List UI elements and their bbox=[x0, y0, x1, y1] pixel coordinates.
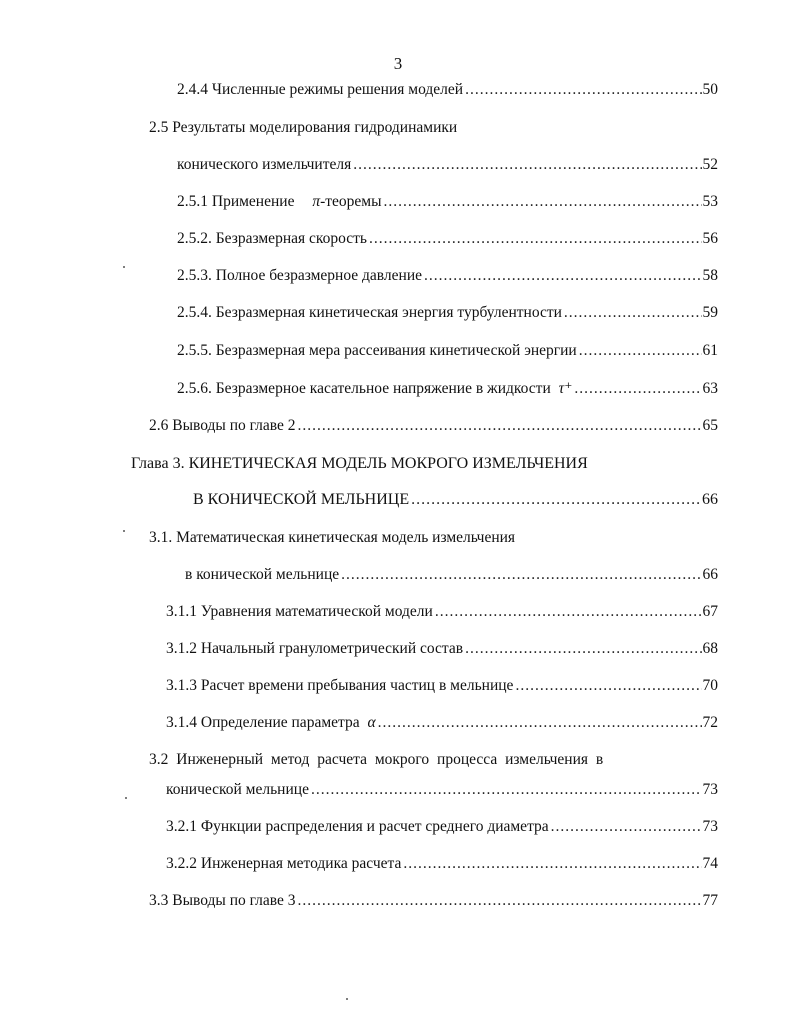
toc-entry-title: 2.4.4 Численные режимы решения моделей bbox=[177, 81, 464, 98]
chapter-heading bbox=[131, 454, 588, 474]
toc-entry-title: 3.1.1 Уравнения математической модели bbox=[166, 603, 433, 620]
dot-leader bbox=[465, 80, 701, 100]
dot-leader bbox=[311, 780, 702, 800]
toc-entry bbox=[177, 229, 718, 249]
toc-entry bbox=[166, 780, 718, 800]
dot-leader bbox=[465, 639, 701, 659]
toc-page-number: 70 bbox=[702, 677, 718, 694]
dot-leader bbox=[515, 676, 701, 696]
toc-entry-title: 3.2.1 Функции распределения и расчет среднего диаметра bbox=[166, 818, 549, 835]
toc-entry bbox=[149, 750, 603, 770]
toc-entry bbox=[166, 854, 718, 874]
toc-entry-title: 2.5.5. Безразмерная мера рассеивания кинетической энергии bbox=[177, 342, 577, 359]
toc-entry bbox=[166, 713, 718, 733]
dot-leader bbox=[378, 713, 702, 733]
scan-speck bbox=[123, 530, 125, 532]
toc-entry-title: В КОНИЧЕСКОЙ МЕЛЬНИЦЕ bbox=[193, 491, 410, 508]
toc-entry bbox=[177, 379, 718, 399]
toc-page-number: 50 bbox=[702, 81, 718, 98]
toc-entry bbox=[166, 639, 718, 659]
toc-page-number: 67 bbox=[702, 603, 718, 620]
toc-entry-title-text: 2.5.6. Безразмерное касательное напряжение в жидкости bbox=[177, 380, 551, 397]
toc-entry bbox=[177, 192, 718, 212]
dot-leader bbox=[424, 266, 701, 286]
scan-speck bbox=[123, 266, 125, 268]
toc-page-number: 58 bbox=[702, 267, 718, 284]
toc-entry-title bbox=[166, 713, 376, 733]
scan-speck bbox=[125, 797, 127, 799]
toc-page-number: 63 bbox=[702, 380, 718, 397]
toc-entry-title: 2.5.3. Полное безразмерное давление bbox=[177, 267, 423, 284]
toc-entry bbox=[177, 303, 718, 323]
toc-page-number: 65 bbox=[702, 417, 718, 434]
dot-leader bbox=[403, 854, 701, 874]
scan-speck bbox=[346, 998, 348, 1000]
toc-entry-title: конического измельчителя bbox=[177, 156, 352, 173]
toc-page-number: 74 bbox=[702, 855, 718, 872]
toc-entry bbox=[166, 602, 718, 622]
toc-page-number: 73 bbox=[702, 781, 718, 798]
page-number: 3 bbox=[393, 54, 403, 73]
toc-entry-title: 3.1. Математическая кинетическая модель измельчения bbox=[149, 529, 516, 546]
dot-leader bbox=[411, 490, 701, 510]
toc-page-number: 72 bbox=[702, 714, 718, 731]
toc-entry-title: в конической мельнице bbox=[185, 566, 340, 583]
toc-entry bbox=[166, 817, 718, 837]
toc-entry-title: 3.3 Выводы по главе 3 bbox=[149, 892, 296, 909]
dot-leader bbox=[298, 416, 702, 436]
dot-leader bbox=[564, 303, 702, 323]
toc-page-number: 53 bbox=[702, 193, 718, 210]
toc-entry-title: 3.1.2 Начальный гранулометрический состав bbox=[166, 640, 464, 657]
toc-page-number: 61 bbox=[702, 342, 718, 359]
toc-page-number: 59 bbox=[702, 304, 718, 321]
toc-page-number: 68 bbox=[702, 640, 718, 657]
toc-page-number: 73 bbox=[702, 818, 718, 835]
toc-entry bbox=[177, 80, 718, 100]
toc-entry-title: 3.2.2 Инженерная методика расчета bbox=[166, 855, 402, 872]
toc-entry-title-text: 3.1.4 Определение параметра bbox=[166, 714, 360, 731]
toc-entry bbox=[185, 565, 718, 585]
toc-page-number: 66 bbox=[702, 491, 718, 508]
toc-entry bbox=[149, 528, 515, 548]
toc-entry bbox=[149, 891, 718, 911]
toc-entry-title: 2.5.2. Безразмерная скорость bbox=[177, 230, 367, 247]
toc-page-number: 66 bbox=[702, 566, 718, 583]
toc-entry bbox=[166, 676, 718, 696]
tau-plus-symbol: τ⁺ bbox=[558, 380, 573, 397]
toc-entry bbox=[177, 266, 718, 286]
toc-entry-title: Глава 3. КИНЕТИЧЕСКАЯ МОДЕЛЬ МОКРОГО ИЗМЕЛЬЧЕНИЯ bbox=[131, 455, 588, 472]
toc-entry-title: 2.6 Выводы по главе 2 bbox=[149, 417, 296, 434]
toc-page-number: 52 bbox=[702, 156, 718, 173]
dot-leader bbox=[384, 192, 702, 212]
dot-leader bbox=[574, 379, 701, 399]
toc-entry-title bbox=[177, 379, 572, 399]
toc-entry bbox=[149, 416, 718, 436]
dot-leader bbox=[369, 229, 702, 249]
toc-entry bbox=[149, 118, 457, 138]
toc-entry-title: 2.5.4. Безразмерная кинетическая энергия турбулентности bbox=[177, 304, 562, 321]
dot-leader bbox=[298, 891, 702, 911]
alpha-symbol: α bbox=[367, 714, 376, 731]
toc-entry-title: 3.1.3 Расчет времени пребывания частиц в мельнице bbox=[166, 677, 514, 694]
dot-leader bbox=[341, 565, 701, 585]
toc-entry bbox=[193, 490, 718, 510]
toc-entry-title: 3.2 Инженерный метод расчета мокрого процесса измельчения в bbox=[149, 751, 604, 768]
toc-entry bbox=[177, 341, 718, 361]
dot-leader bbox=[435, 602, 702, 622]
dot-leader bbox=[579, 341, 702, 361]
toc-entry-title-suffix: -теоремы bbox=[320, 193, 382, 210]
dot-leader bbox=[353, 155, 701, 175]
toc-entry-title: 2.5 Результаты моделирования гидродинамики bbox=[149, 119, 458, 136]
toc-entry-title-text: 2.5.1 Применение bbox=[177, 193, 295, 210]
toc-entry-title bbox=[177, 192, 382, 212]
dot-leader bbox=[551, 817, 702, 837]
toc-page-number: 77 bbox=[702, 892, 718, 909]
pi-symbol: π bbox=[312, 193, 321, 210]
toc-page-number: 56 bbox=[702, 230, 718, 247]
toc-entry bbox=[177, 155, 718, 175]
toc-entry-title: конической мельнице bbox=[166, 781, 309, 798]
